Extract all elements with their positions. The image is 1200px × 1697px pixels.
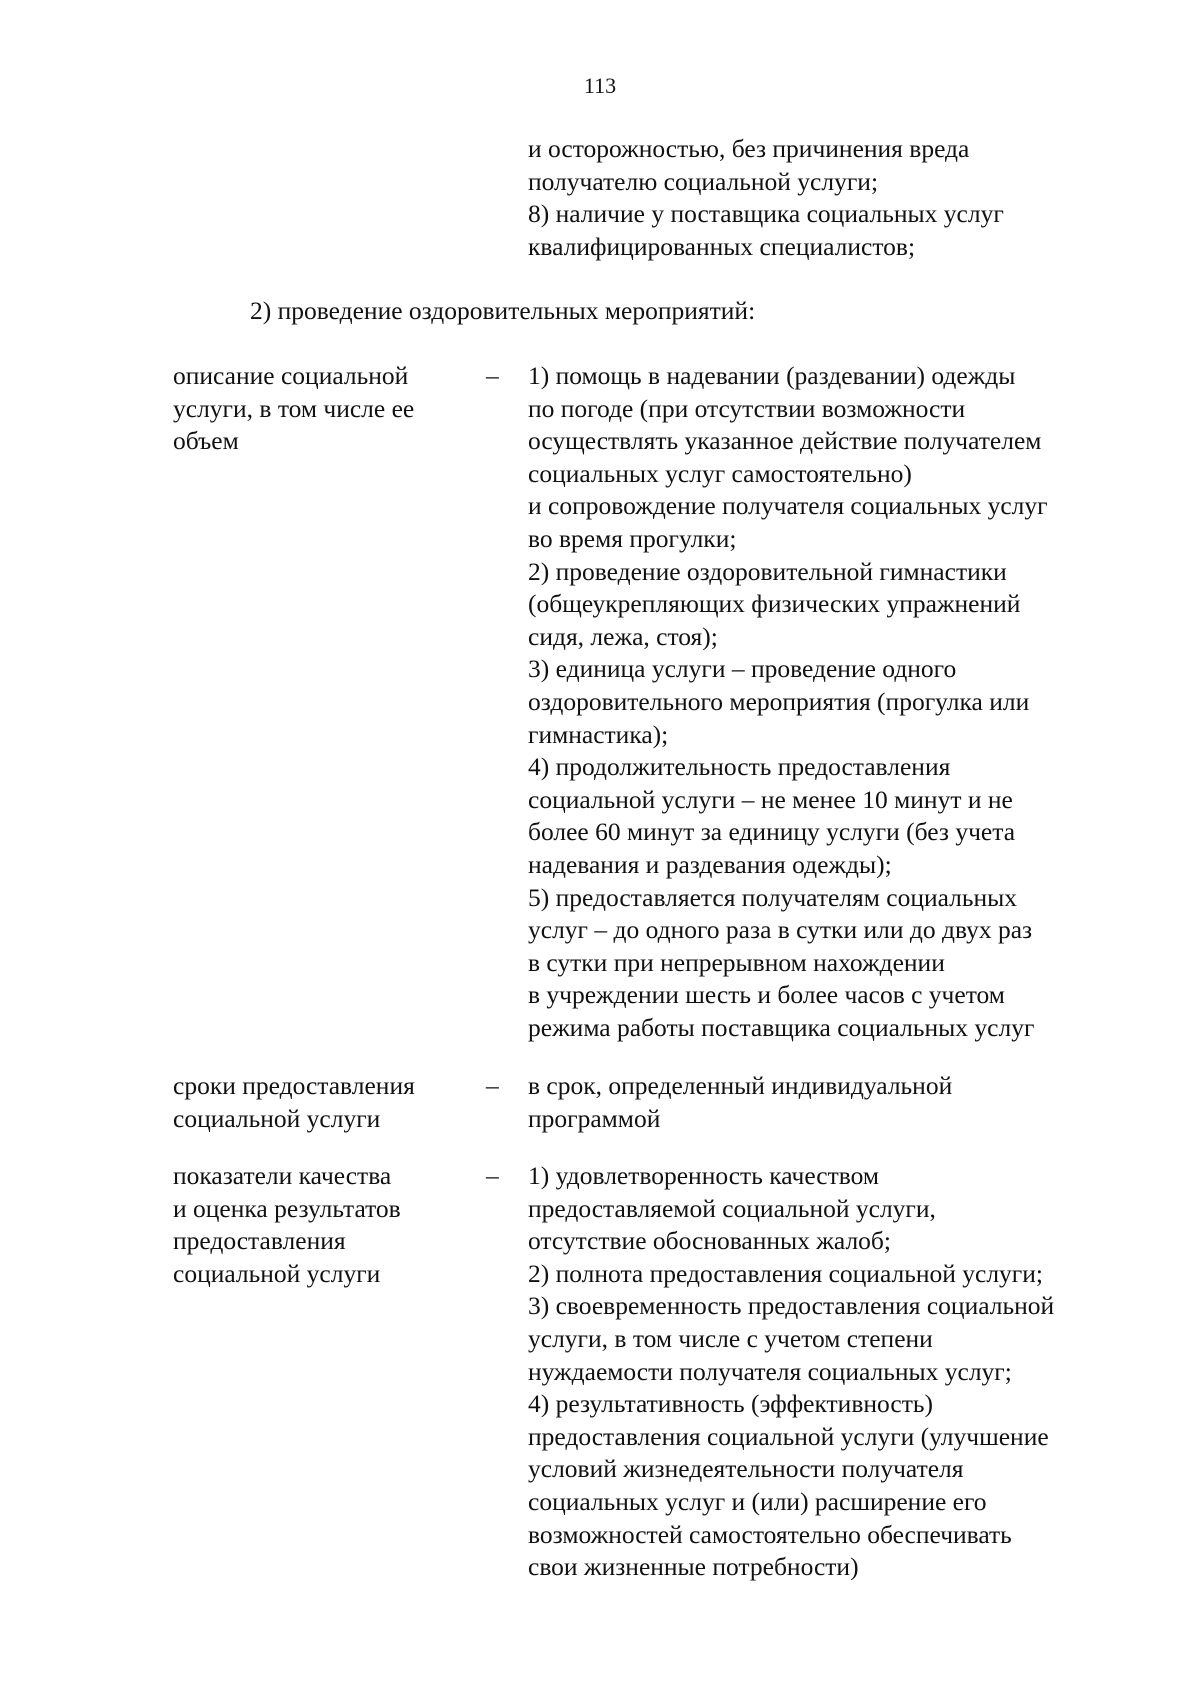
label-line: сроки предоставления bbox=[173, 1071, 415, 1100]
row-value bbox=[528, 1070, 952, 1135]
value-line: 4) продолжительность предоставления bbox=[528, 752, 951, 782]
continuation-line: 8) наличие у поставщика социальных услуг bbox=[528, 199, 1004, 229]
value-line: отсутствие обоснованных жалоб; bbox=[528, 1226, 891, 1256]
continuation-line: и осторожностью, без причинения вреда bbox=[528, 134, 970, 163]
value-line: возможностей самостоятельно обеспечивать bbox=[528, 1519, 1012, 1549]
value-line: осуществлять указанное действие получателем bbox=[528, 426, 1042, 456]
value-line: социальных услуг самостоятельно) bbox=[528, 458, 912, 488]
value-line: 1) помощь в надевании (раздевании) одежды bbox=[528, 361, 1016, 390]
value-line: гимнастика); bbox=[528, 719, 669, 749]
value-line: более 60 минут за единицу услуги (без учета bbox=[528, 817, 1016, 847]
value-line: социальных услуг и (или) расширение его bbox=[528, 1486, 987, 1516]
continuation-text bbox=[528, 133, 1004, 263]
value-line: социальной услуги – не менее 10 минут и не bbox=[528, 784, 1013, 814]
row-label bbox=[173, 1160, 401, 1290]
continuation-line: получателю социальной услуги; bbox=[528, 166, 879, 196]
value-line: предоставляемой социальной услуги, bbox=[528, 1193, 936, 1223]
row-dash: – bbox=[486, 361, 499, 390]
value-line: 1) удовлетворенность качеством bbox=[528, 1161, 880, 1190]
page-number: 113 bbox=[583, 73, 617, 98]
value-line: режима работы поставщика социальных услуг bbox=[528, 1012, 1035, 1042]
value-line: сидя, лежа, стоя); bbox=[528, 621, 718, 651]
row-dash: – bbox=[486, 1161, 499, 1190]
value-line: 2) проведение оздоровительной гимнастики bbox=[528, 556, 1007, 586]
label-line: и оценка результатов bbox=[173, 1193, 401, 1223]
label-line: объем bbox=[173, 426, 239, 456]
label-line: социальной услуги bbox=[173, 1103, 381, 1133]
label-line: услуги, в том числе ее bbox=[173, 393, 415, 423]
value-line: в срок, определенный индивидуальной bbox=[528, 1071, 953, 1100]
value-line: 3) своевременность предоставления социальной bbox=[528, 1291, 1055, 1321]
value-line: услуги, в том числе с учетом степени bbox=[528, 1323, 933, 1353]
value-line: 3) единица услуги – проведение одного bbox=[528, 654, 957, 684]
row-value bbox=[528, 360, 1048, 1044]
row-value bbox=[528, 1160, 1054, 1584]
value-line: условий жизнедеятельности получателя bbox=[528, 1454, 964, 1484]
value-line: оздоровительного мероприятия (прогулка или bbox=[528, 686, 1030, 716]
section-heading: 2) проведение оздоровительных мероприятий: bbox=[250, 296, 756, 325]
row-dash: – bbox=[486, 1071, 499, 1100]
label-line: описание социальной bbox=[173, 361, 409, 390]
row-label bbox=[173, 1070, 415, 1135]
value-line: 5) предоставляется получателям социальных bbox=[528, 882, 1018, 912]
value-line: надевания и раздевания одежды); bbox=[528, 849, 892, 879]
label-line: показатели качества bbox=[173, 1161, 392, 1190]
value-line: 4) результативность (эффективность) bbox=[528, 1389, 933, 1419]
value-line: во время прогулки; bbox=[528, 523, 737, 553]
value-line: (общеукрепляющих физических упражнений bbox=[528, 589, 1021, 619]
continuation-line: квалифицированных специалистов; bbox=[528, 231, 916, 261]
value-line: в учреждении шесть и более часов с учетом bbox=[528, 980, 1005, 1010]
label-line: предоставления bbox=[173, 1226, 346, 1256]
value-line: услуг – до одного раза в сутки или до двух раз bbox=[528, 915, 1033, 945]
label-line: социальной услуги bbox=[173, 1258, 381, 1288]
value-line: предоставления социальной услуги (улучшение bbox=[528, 1421, 1049, 1451]
value-line: по погоде (при отсутствии возможности bbox=[528, 393, 966, 423]
value-line: в сутки при непрерывном нахождении bbox=[528, 947, 945, 977]
value-line: свои жизненные потребности) bbox=[528, 1552, 859, 1582]
row-label bbox=[173, 360, 414, 458]
value-line: нуждаемости получателя социальных услуг; bbox=[528, 1356, 1012, 1386]
value-line: 2) полнота предоставления социальной услуги; bbox=[528, 1258, 1043, 1288]
value-line: программой bbox=[528, 1103, 661, 1133]
value-line: и сопровождение получателя социальных услуг bbox=[528, 491, 1048, 521]
